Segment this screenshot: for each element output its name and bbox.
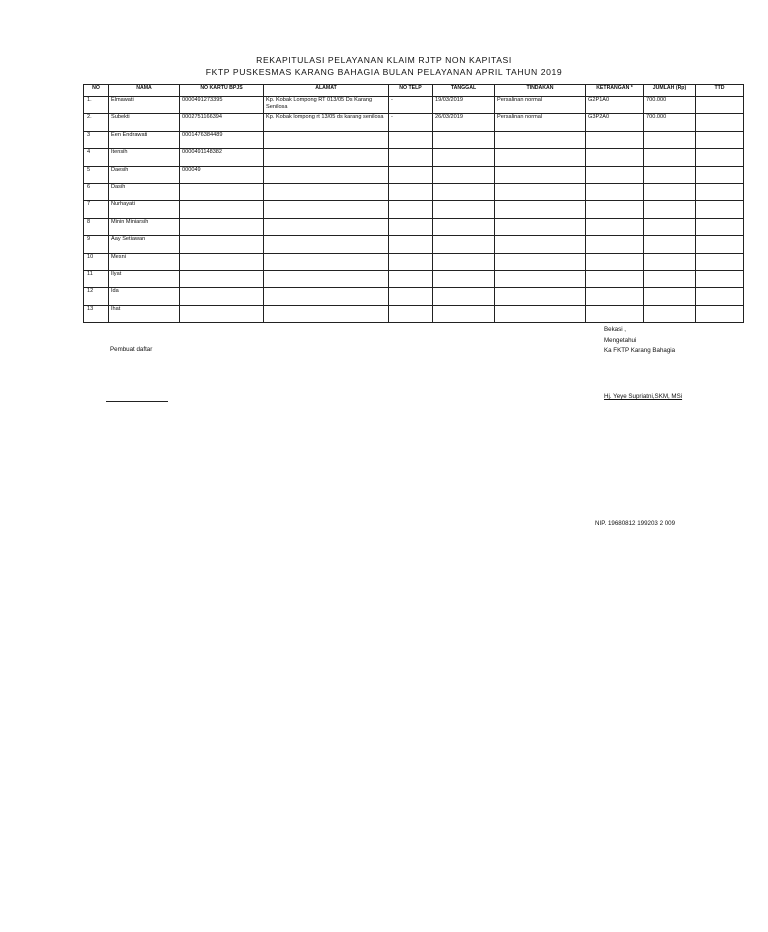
cell-keterangan	[586, 131, 644, 148]
cell-telp	[389, 236, 433, 253]
cell-keterangan	[586, 236, 644, 253]
cell-alamat	[264, 236, 389, 253]
cell-no: 12	[84, 288, 109, 305]
cell-alamat: Kp. Kobak lompong rt 13/05 ds karang senilosa	[264, 114, 389, 131]
cell-tindakan	[495, 288, 586, 305]
cell-keterangan: G3P2A0	[586, 114, 644, 131]
table-row	[84, 253, 744, 270]
cell-ttd	[696, 288, 744, 305]
cell-tanggal	[433, 305, 495, 322]
cell-nama: Itensih	[109, 149, 180, 166]
cell-nama: Mesni	[109, 253, 180, 270]
column-header: TANGGAL	[433, 85, 495, 97]
cell-jumlah	[644, 131, 696, 148]
cell-no: 1.	[84, 97, 109, 114]
cell-kartu	[180, 201, 264, 218]
cell-alamat	[264, 288, 389, 305]
cell-tindakan: Persalinan normal	[495, 97, 586, 114]
column-header: TTD	[696, 85, 744, 97]
cell-tindakan	[495, 201, 586, 218]
cell-keterangan	[586, 288, 644, 305]
prepared-by-label: Pembuat daftar	[110, 346, 153, 353]
cell-nama: Ilyat	[109, 270, 180, 287]
cell-tindakan: Persalinan normal	[495, 114, 586, 131]
cell-kartu: 0002751166394	[180, 114, 264, 131]
approval-label: Mengetahui	[604, 336, 637, 344]
cell-ttd	[696, 218, 744, 235]
cell-telp: -	[389, 114, 433, 131]
cell-tindakan	[495, 270, 586, 287]
cell-tanggal	[433, 288, 495, 305]
cell-nama: Een Endrawati	[109, 131, 180, 148]
cell-jumlah	[644, 288, 696, 305]
cell-no: 6	[84, 183, 109, 200]
cell-jumlah	[644, 270, 696, 287]
cell-tanggal	[433, 166, 495, 183]
cell-nama: Minin Miniarsih	[109, 218, 180, 235]
cell-no: 4	[84, 149, 109, 166]
table-row	[84, 114, 744, 131]
cell-telp	[389, 288, 433, 305]
cell-telp	[389, 218, 433, 235]
cell-telp	[389, 253, 433, 270]
cell-nama: Dasih	[109, 183, 180, 200]
claims-table	[83, 84, 744, 323]
cell-tindakan	[495, 149, 586, 166]
cell-nama: Daesih	[109, 166, 180, 183]
cell-alamat	[264, 131, 389, 148]
document-subtitle: FKTP PUSKESMAS KARANG BAHAGIA BULAN PELAYANAN APRIL TAHUN 2019	[205, 67, 563, 77]
cell-telp	[389, 149, 433, 166]
cell-nama: Nurhayati	[109, 201, 180, 218]
cell-keterangan	[586, 253, 644, 270]
cell-alamat	[264, 253, 389, 270]
cell-ttd	[696, 253, 744, 270]
cell-ttd	[696, 201, 744, 218]
cell-alamat	[264, 305, 389, 322]
cell-kartu	[180, 305, 264, 322]
cell-ttd	[696, 114, 744, 131]
cell-nama: Aay Setiawan	[109, 236, 180, 253]
cell-ttd	[696, 131, 744, 148]
cell-kartu	[180, 183, 264, 200]
cell-kartu	[180, 270, 264, 287]
cell-keterangan	[586, 201, 644, 218]
column-header: ALAMAT	[264, 85, 389, 97]
cell-keterangan	[586, 270, 644, 287]
cell-no: 9	[84, 236, 109, 253]
cell-ttd	[696, 270, 744, 287]
table-row	[84, 149, 744, 166]
column-header: NO TELP	[389, 85, 433, 97]
cell-jumlah: 700.000	[644, 114, 696, 131]
cell-nama: Elmawati	[109, 97, 180, 114]
cell-keterangan	[586, 305, 644, 322]
column-header: NO KARTU BPJS	[180, 85, 264, 97]
cell-tanggal	[433, 218, 495, 235]
cell-keterangan: G2P1A0	[586, 97, 644, 114]
cell-telp: -	[389, 97, 433, 114]
cell-keterangan	[586, 183, 644, 200]
cell-no: 8	[84, 218, 109, 235]
table-body	[84, 97, 744, 323]
document-title: REKAPITULASI PELAYANAN KLAIM RJTP NON KAPITASI	[256, 55, 512, 65]
cell-no: 5	[84, 166, 109, 183]
cell-jumlah	[644, 149, 696, 166]
cell-tanggal: 19/03/2019	[433, 97, 495, 114]
cell-kartu	[180, 218, 264, 235]
cell-no: 2.	[84, 114, 109, 131]
table-row	[84, 270, 744, 287]
approval-block	[604, 325, 675, 357]
cell-tanggal: 26/03/2019	[433, 114, 495, 131]
cell-jumlah	[644, 201, 696, 218]
column-header: NO	[84, 85, 109, 97]
cell-kartu: 000049	[180, 166, 264, 183]
cell-tanggal	[433, 149, 495, 166]
cell-jumlah	[644, 183, 696, 200]
column-header: TINDAKAN	[495, 85, 586, 97]
cell-no: 11	[84, 270, 109, 287]
cell-jumlah	[644, 305, 696, 322]
cell-ttd	[696, 166, 744, 183]
cell-keterangan	[586, 166, 644, 183]
table-row	[84, 201, 744, 218]
cell-tindakan	[495, 183, 586, 200]
cell-keterangan	[586, 149, 644, 166]
cell-tanggal	[433, 253, 495, 270]
approver-name: Hj. Yeye Supriatni,SKM, MSi	[604, 393, 683, 400]
cell-tanggal	[433, 236, 495, 253]
cell-kartu	[180, 253, 264, 270]
cell-keterangan	[586, 218, 644, 235]
table-row	[84, 236, 744, 253]
cell-alamat	[264, 218, 389, 235]
cell-alamat	[264, 149, 389, 166]
table-row	[84, 131, 744, 148]
table-row	[84, 183, 744, 200]
cell-telp	[389, 131, 433, 148]
cell-jumlah	[644, 253, 696, 270]
cell-jumlah: 700.000	[644, 97, 696, 114]
cell-ttd	[696, 97, 744, 114]
cell-tanggal	[433, 270, 495, 287]
cell-no: 13	[84, 305, 109, 322]
table-row	[84, 97, 744, 114]
cell-jumlah	[644, 166, 696, 183]
table-header-row	[84, 85, 744, 97]
cell-tanggal	[433, 183, 495, 200]
cell-ttd	[696, 305, 744, 322]
cell-no: 10	[84, 253, 109, 270]
cell-kartu	[180, 288, 264, 305]
cell-telp	[389, 183, 433, 200]
cell-tindakan	[495, 305, 586, 322]
cell-ttd	[696, 183, 744, 200]
approval-place: Bekasi ,	[604, 326, 627, 333]
cell-ttd	[696, 236, 744, 253]
cell-kartu: 0000491273395	[180, 97, 264, 114]
column-header: KETRANGAN *	[586, 85, 644, 97]
cell-alamat: Kp. Kobak Lompong RT 013/05 Ds Karang Senilosa	[264, 97, 389, 114]
cell-jumlah	[644, 236, 696, 253]
prepared-by-signature-line	[106, 401, 168, 402]
cell-kartu: 0001476384489	[180, 131, 264, 148]
cell-tanggal	[433, 201, 495, 218]
cell-kartu: 0000491148382	[180, 149, 264, 166]
table-row	[84, 218, 744, 235]
cell-alamat	[264, 183, 389, 200]
column-header: JUMLAH (Rp)	[644, 85, 696, 97]
cell-tanggal	[433, 131, 495, 148]
cell-tindakan	[495, 166, 586, 183]
cell-no: 7	[84, 201, 109, 218]
approval-title: Ka FKTP Karang Bahagia	[604, 347, 676, 354]
table-row	[84, 305, 744, 322]
cell-telp	[389, 166, 433, 183]
cell-telp	[389, 305, 433, 322]
cell-alamat	[264, 270, 389, 287]
cell-kartu	[180, 236, 264, 253]
table-row	[84, 288, 744, 305]
approver-nip: NIP. 19680812 199203 2 009	[595, 520, 676, 527]
cell-telp	[389, 201, 433, 218]
cell-alamat	[264, 201, 389, 218]
cell-no: 3	[84, 131, 109, 148]
cell-tindakan	[495, 131, 586, 148]
cell-nama: Ida	[109, 288, 180, 305]
cell-ttd	[696, 149, 744, 166]
table-row	[84, 166, 744, 183]
cell-tindakan	[495, 236, 586, 253]
cell-tindakan	[495, 218, 586, 235]
cell-telp	[389, 270, 433, 287]
cell-alamat	[264, 166, 389, 183]
column-header: NAMA	[109, 85, 180, 97]
cell-tindakan	[495, 253, 586, 270]
cell-nama: Subekti	[109, 114, 180, 131]
cell-nama: Ihat	[109, 305, 180, 322]
cell-jumlah	[644, 218, 696, 235]
